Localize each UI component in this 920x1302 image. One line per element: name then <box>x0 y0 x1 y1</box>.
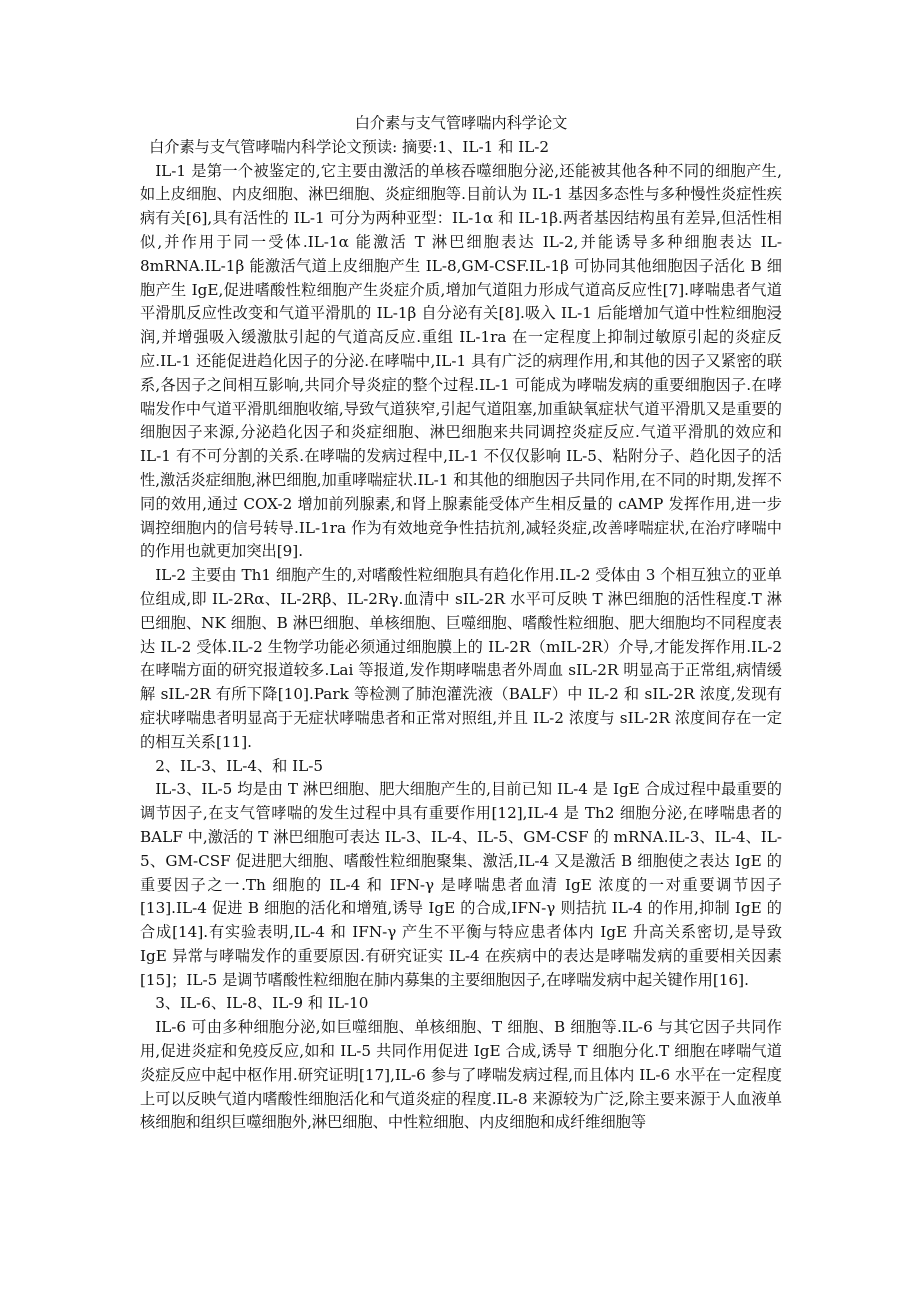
paragraph-il3-il4-il5: IL-3、IL-5 均是由 T 淋巴细胞、肥大细胞产生的,目前已知 IL-4 是 IgE 合成过程中最重要的调节因子,在支气管哮喘的发生过程中具有重要作用[12],IL-4 是 Th2 细胞分泌,在哮喘患者的 BALF 中,激活的 T 淋巴细胞可表达 IL-3、IL-4、IL-5、GM-CSF 的 mRNA.IL-3、IL-4、IL-5、GM-CSF 促进肥大细胞、嗜酸性粒细胞聚集、激活,IL-4 又是激活 B 细胞使之表达 IgE 的重要因子之一.Th 细胞的 IL-4 和 IFN-γ 是哮喘患者血清 IgE 浓度的一对重要调节因子[13].IL-4 促进 B 细胞的活化和增殖,诱导 IgE 的合成,IFN-γ 则拮抗 IL-4 的作用,抑制 IgE 的合成[14].有实验表明,IL-4 和 IFN-γ 产生不平衡与特应患者体内 IgE 升高关系密切,是导致 IgE 异常与哮喘发作的重要原因.有研究证实 IL-4 在疾病中的表达是哮喘发病的重要相关因素[15]；IL-5 是调节嗜酸性粒细胞在肺内募集的主要细胞因子,在哮喘发病中起关键作用[16]. <box>140 780 782 989</box>
document-title: 白介素与支气管哮喘内科学论文 <box>354 114 568 132</box>
paragraph-il6-il8: IL-6 可由多种细胞分泌,如巨噬细胞、单核细胞、T 细胞、B 细胞等.IL-6 与其它因子共同作用,促进炎症和免疫反应,如和 IL-5 共同作用促进 IgE 合成,诱导 T 细胞分化.T 细胞在哮喘气道炎症反应中起中枢作用.研究证明[17],IL-6 参与了哮喘发病过程,而且体内 IL-6 水平在一定程度上可以反映气道内嗜酸性细胞活化和气道炎症的程度.IL-8 来源较为广泛,除主要来源于人血液单核细胞和组织巨噬细胞外,淋巴细胞、中性粒细胞、内皮细胞和成纤维细胞等 <box>140 1018 782 1132</box>
paragraph-il2: IL-2 主要由 Th1 细胞产生的,对嗜酸性粒细胞具有趋化作用.IL-2 受体由 3 个相互独立的亚单位组成,即 IL-2Rα、IL-2Rβ、IL-2Rγ.血清中 sIL-2R 水平可反映 T 淋巴细胞的活性程度.T 淋巴细胞、NK 细胞、B 淋巴细胞、单核细胞、巨噬细胞、嗜酸性粒细胞、肥大细胞均不同程度表达 IL-2 受体.IL-2 生物学功能必须通过细胞膜上的 IL-2R（mIL-2R）介导,才能发挥作用.IL-2 在哮喘方面的研究报道较多.Lai 等报道,发作期哮喘患者外周血 sIL-2R 明显高于正常组,病情缓解 sIL-2R 有所下降[10].Park 等检测了肺泡灌洗液（BALF）中 IL-2 和 sIL-2R 浓度,发现有症状哮喘患者明显高于无症状哮喘患者和正常对照组,并且 IL-2 浓度与 sIL-2R 浓度间存在一定的相互关系[11]. <box>140 566 782 751</box>
section-heading-3: 3、IL-6、IL-8、IL-9 和 IL-10 <box>155 994 369 1013</box>
document-intro: 白介素与支气管哮喘内科学论文预读: 摘要:1、IL-1 和 IL-2 <box>149 137 549 156</box>
section-heading-2: 2、IL-3、IL-4、和 IL-5 <box>155 756 324 775</box>
document-page <box>140 112 782 1135</box>
paragraph-il1: IL-1 是第一个被鉴定的,它主要由激活的单核吞噬细胞分泌,还能被其他各种不同的细胞产生,如上皮细胞、内皮细胞、淋巴细胞、炎症细胞等.目前认为 IL-1 基因多态性与多种慢性炎症性疾病有关[6],具有活性的 IL-1 可分为两种亚型：IL-1α 和 IL-1β.两者基因结构虽有差异,但活性相似,并作用于同一受体.IL-1α 能激活 T 淋巴细胞表达 IL-2,并能诱导多种细胞表达 IL-8mRNA.IL-1β 能激活气道上皮细胞产生 IL-8,GM-CSF.IL-1β 可协同其他细胞因子活化 B 细胞产生 IgE,促进嗜酸性粒细胞产生炎症介质,增加气道阻力形成气道高反应性[7].哮喘患者气道平滑肌反应性改变和气道平滑肌的 IL-1β 自分泌有关[8].吸入 IL-1 后能增加气道中性粒细胞浸润,并增强吸入缓激肽引起的气道高反应.重组 IL-1ra 在一定程度上抑制过敏原引起的炎症反应.IL-1 还能促进趋化因子的分泌.在哮喘中,IL-1 具有广泛的病理作用,和其他的因子又紧密的联系,各因子之间相互影响,共同介导炎症的整个过程.IL-1 可能成为哮喘发病的重要细胞因子.在哮喘发作中气道平滑肌细胞收缩,导致气道狭窄,引起气道阻塞,加重缺氧症状气道平滑肌又是重要的细胞因子来源,分泌趋化因子和炎症细胞、淋巴细胞来共同调控炎症反应.气道平滑肌的效应和 IL-1 有不可分割的关系.在哮喘的发病过程中,IL-1 不仅仅影响 IL-5、粘附分子、趋化因子的活性,激活炎症细胞,淋巴细胞,加重哮喘症状.IL-1 和其他的细胞因子共同作用,在不同的时期,发挥不同的效用,通过 COX-2 增加前列腺素,和肾上腺素能受体产生相反量的 cAMP 发挥作用,进一步调控细胞内的信号转导.IL-1ra 作为有效地竞争性拮抗剂,减轻炎症,改善哮喘症状,在治疗哮喘中的作用也就更加突出[9]. <box>140 161 782 561</box>
